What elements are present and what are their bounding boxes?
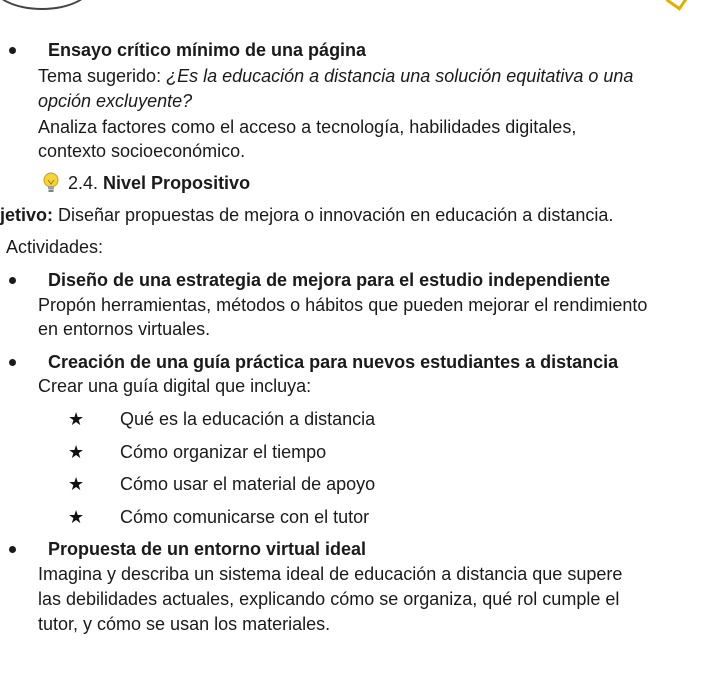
essay-title: Ensayo crítico mínimo de una página [48, 40, 367, 60]
topic-question: ¿Es la educación a distancia una solución equitativa o una [166, 66, 634, 86]
light-bulb-icon [40, 171, 62, 195]
star-bullet-icon: ★ [68, 442, 85, 462]
level-heading [68, 171, 250, 195]
activity-2-desc: Crear una guía digital que incluya: [38, 376, 312, 396]
objective-label: jetivo: [0, 205, 54, 225]
decorative-arc [0, 0, 92, 10]
activities-label: Actividades: [6, 237, 104, 257]
level-number: 2.4. [68, 173, 99, 193]
activity-3-title: Propuesta de un entorno virtual ideal [48, 539, 367, 559]
star-bullet-icon: ★ [68, 409, 85, 429]
guide-subitem: Cómo usar el material de apoyo [120, 474, 376, 494]
activity-1-desc-cont: en entornos virtuales. [38, 319, 211, 339]
star-bullet-icon: ★ [68, 474, 85, 494]
bullet-dot-icon [9, 47, 16, 54]
guide-subitem: Cómo comunicarse con el tutor [120, 507, 370, 527]
analysis-text-cont: contexto socioeconómico. [38, 141, 246, 161]
activity-3-desc-cont: las debilidades actuales, explicando cómo se organiza, qué rol cumple el [38, 589, 620, 609]
essay-topic-line [38, 64, 633, 88]
analysis-text: Analiza factores como el acceso a tecnología, habilidades digitales, [38, 117, 577, 137]
bullet-dot-icon [9, 359, 16, 366]
activity-2-title: Creación de una guía práctica para nuevos estudiantes a distancia [48, 352, 619, 372]
activity-3-desc: Imagina y describa un sistema ideal de educación a distancia que supere [38, 564, 623, 584]
guide-subitem: Qué es la educación a distancia [120, 409, 376, 429]
objective-text: Diseñar propuestas de mejora o innovación en educación a distancia. [53, 205, 614, 225]
activity-1-desc: Propón herramientas, métodos o hábitos que pueden mejorar el rendimiento [38, 295, 648, 315]
checkmark-icon [666, 0, 687, 11]
bullet-dot-icon [9, 546, 16, 553]
objective-line [0, 203, 613, 227]
level-title: Nivel Propositivo [98, 173, 251, 193]
activity-1-title: Diseño de una estrategia de mejora para el estudio independiente [48, 270, 611, 290]
topic-label: Tema sugerido: [38, 66, 167, 86]
bullet-dot-icon [9, 277, 16, 284]
guide-subitem: Cómo organizar el tiempo [120, 442, 327, 462]
activity-3-desc-cont: tutor, y cómo se usan los materiales. [38, 614, 331, 634]
star-bullet-icon: ★ [68, 507, 85, 527]
topic-question-cont: opción excluyente? [38, 91, 193, 111]
